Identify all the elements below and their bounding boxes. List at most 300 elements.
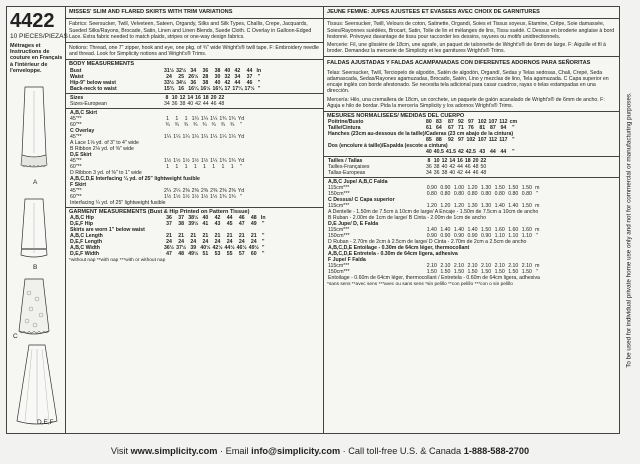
cell-value: 8 bbox=[427, 158, 431, 165]
cell-value: 0.80 bbox=[508, 191, 519, 198]
cell-value: 42 bbox=[458, 149, 464, 156]
cell-value: 2.10 bbox=[467, 263, 478, 270]
cell-value: 1.50 bbox=[440, 269, 451, 276]
cell-value: 36 bbox=[190, 79, 197, 86]
cell-value: 1½ bbox=[191, 157, 199, 164]
cell-value: 1½ bbox=[173, 193, 181, 200]
row-label: C Dessus/ C Capa superior bbox=[328, 197, 395, 204]
size-cell: 46 bbox=[210, 100, 217, 107]
cell-value: 1.50 bbox=[481, 227, 492, 234]
row-label: 45"** bbox=[70, 187, 82, 194]
cell-value: 1½ bbox=[164, 193, 172, 200]
cell-value: " bbox=[536, 233, 539, 240]
cell-value: 37 bbox=[178, 215, 185, 222]
cell-value: 1.10 bbox=[494, 233, 505, 240]
cell-value: In bbox=[256, 67, 262, 74]
cell-value: 21 bbox=[190, 233, 197, 240]
cell-value: 0.90 bbox=[426, 185, 437, 192]
cell-value: 0.90 bbox=[440, 233, 451, 240]
cell-value: 94 bbox=[500, 125, 507, 132]
cell-value: ¾ bbox=[165, 121, 170, 128]
cell-value: 46 bbox=[464, 164, 471, 171]
row-label: A,B,C Jupe/ A,B,C Falda bbox=[328, 179, 388, 186]
cell-value: 44 bbox=[500, 149, 507, 156]
cell-value: " bbox=[240, 193, 242, 200]
cell-value: " bbox=[536, 191, 539, 198]
cell-value: 42 bbox=[214, 215, 221, 222]
cell-value: 1¾ bbox=[219, 157, 227, 164]
cell-value: 1.50 bbox=[467, 269, 478, 276]
cell-value: 16¼ bbox=[188, 85, 199, 92]
cell-value: 17½ bbox=[244, 85, 255, 92]
cell-value: 61 bbox=[426, 125, 432, 132]
cell-value: 1½ bbox=[191, 193, 199, 200]
interfacing-row bbox=[69, 200, 245, 206]
cell-value: 2⅜ bbox=[191, 187, 199, 194]
cell-value: 1 bbox=[193, 163, 197, 170]
pieces-count: 10 PIECES/PIEZAS bbox=[10, 33, 68, 40]
cell-value: 34½ bbox=[176, 79, 187, 86]
cell-value: 43 bbox=[214, 221, 221, 228]
cell-value: 2.10 bbox=[453, 263, 464, 270]
cell-value: 1.50 bbox=[426, 269, 437, 276]
cell-value: 2.10 bbox=[481, 263, 492, 270]
cell-value: 1½ bbox=[210, 193, 218, 200]
cell-value: 38 bbox=[433, 164, 440, 171]
cell-value: 47 bbox=[166, 251, 172, 258]
cell-value: 88 bbox=[435, 137, 442, 144]
cell-value: 46 bbox=[238, 215, 245, 222]
cell-value: " bbox=[261, 251, 265, 258]
cell-value: 40 bbox=[202, 215, 209, 222]
french-title: JEUNE FEMME: JUPES AJUSTEES ET EVASEES AVEC CHOIX DE GARNITURES bbox=[327, 9, 540, 15]
cell-value: " bbox=[261, 239, 265, 246]
cell-value: 40 bbox=[426, 149, 432, 156]
row-label: D,E,F Hip bbox=[70, 221, 94, 228]
cell-value: 22 bbox=[480, 158, 487, 165]
cell-value: 1¼ bbox=[164, 133, 172, 140]
fig-label-a: A bbox=[33, 179, 38, 186]
cell-value: 60 bbox=[250, 251, 257, 258]
cell-value: 2.10 bbox=[494, 263, 505, 270]
website-link[interactable]: www.simplicity.com bbox=[130, 446, 218, 456]
cell-value: 24 bbox=[238, 239, 245, 246]
cell-value: 1 bbox=[184, 115, 188, 122]
row-label: D Ruban - 2.70m de 2cm à 2.5cm de large/ D Cinta - 2.70m de 2cm a 2.5cm de ancho bbox=[328, 239, 527, 246]
cell-value: 117 bbox=[499, 137, 508, 144]
cell-value: 0.80 bbox=[426, 191, 437, 198]
cell-value: 15¾ bbox=[164, 85, 175, 92]
phone-label: · Call toll-free U.S. & Canada bbox=[342, 446, 462, 456]
cell-value: 1¾ bbox=[228, 115, 236, 122]
cell-value: 1.50 bbox=[494, 269, 505, 276]
size-cell: 42 bbox=[195, 100, 201, 107]
row-label: 150cm*** bbox=[328, 191, 350, 198]
cell-value: 49 bbox=[250, 221, 257, 228]
size-cell: 38 bbox=[179, 100, 186, 107]
cell-value: 43 bbox=[479, 149, 486, 156]
cell-value: 102 bbox=[477, 119, 487, 126]
cell-value: 1¼ bbox=[210, 157, 218, 164]
size-cell: 20 bbox=[210, 94, 217, 101]
row-label: 115cm*** bbox=[328, 203, 350, 210]
cell-value: 1.60 bbox=[521, 227, 532, 234]
cell-value: 1½ bbox=[164, 157, 172, 164]
row-label: C Overlay bbox=[70, 127, 95, 134]
cell-value: " bbox=[261, 233, 265, 240]
cell-value: " bbox=[536, 269, 539, 276]
cell-value: 1½ bbox=[182, 157, 190, 164]
cell-value: ¾ bbox=[183, 121, 189, 128]
cell-value: 2.10 bbox=[426, 263, 437, 270]
cell-value: 39½ bbox=[188, 221, 199, 228]
cell-value: 1.50 bbox=[521, 185, 532, 192]
cell-value: 31½ bbox=[164, 67, 175, 74]
cell-value: 40 bbox=[449, 170, 456, 177]
cell-value: 24 bbox=[178, 239, 185, 246]
garment-measurements-header: GARMENT MEASUREMENTS (Bust & Hip Printed on Pattern Tissue) bbox=[69, 208, 250, 215]
cell-value: 0.90 bbox=[467, 233, 478, 240]
cell-value: 1 bbox=[203, 163, 206, 170]
cell-value: " bbox=[240, 121, 242, 128]
cell-value: Yd bbox=[237, 115, 245, 122]
cell-value: 1.30 bbox=[467, 203, 478, 210]
cell-value: 0.90 bbox=[440, 185, 451, 192]
cell-value: 16½ bbox=[200, 85, 211, 92]
cell-value: 2⅜ bbox=[200, 187, 209, 194]
cell-value: 38 bbox=[441, 170, 448, 177]
cell-value: 2¼ bbox=[173, 187, 181, 194]
cell-value: 1¾ bbox=[219, 193, 227, 200]
cell-value: 1½ bbox=[200, 193, 209, 200]
cell-value: 44 bbox=[457, 164, 463, 171]
row-label: Hip-9" below waist bbox=[70, 79, 116, 86]
cell-value: 33½ bbox=[164, 79, 175, 86]
cell-value: 24 bbox=[190, 239, 197, 246]
mesure-row bbox=[327, 149, 518, 155]
cell-value: 21 bbox=[226, 233, 233, 240]
cell-value: 34 bbox=[190, 67, 197, 74]
fabrics-text: Fabrics: Seersucker, Twill, Velveteen, Sateen, Organdy, Silks and Silk Types, Challis, Crepe, Jacquards, Sueded Silks/Rayons, Brocade, Satin, Linen and Linen Blends, Suede Cloth. C Overlay in Galloon-Edged Lace. Extra fabric needed to match plaids, stripes or one-way design fabrics. bbox=[69, 21, 312, 40]
cell-value: 0.80 bbox=[521, 191, 532, 198]
skirt-def-illustration bbox=[13, 343, 61, 427]
sens-footnote: *sans sens **avec sens ***avec ou sans sens *sin pelillo **con pelillo ***con o sin pelillo bbox=[327, 282, 513, 288]
cell-value: 40 bbox=[224, 67, 231, 74]
size-cell: 12 bbox=[179, 94, 186, 101]
row-label: D,E Skirt bbox=[70, 151, 92, 158]
yardage-table bbox=[69, 110, 245, 206]
cell-value: 34 bbox=[426, 170, 432, 177]
cell-value: 42½ bbox=[212, 245, 223, 252]
cell-value: 1 bbox=[175, 163, 179, 170]
cell-value: 1.50 bbox=[481, 269, 492, 276]
cell-value: 0.80 bbox=[494, 191, 505, 198]
cell-value: 24 bbox=[250, 239, 257, 246]
cell-value: 1¼ bbox=[191, 115, 199, 122]
cell-value: 0.90 bbox=[481, 233, 492, 240]
row-label: 150cm*** bbox=[328, 269, 350, 276]
row-label: A,B,C,D,E Entoilage - 0.30m de 64cm léger, thermocollant bbox=[328, 245, 470, 252]
cell-value: 37½ bbox=[176, 245, 187, 252]
cell-value: 28 bbox=[202, 73, 209, 80]
row-label: Dos (encolure à taille)/Espalda (escote a cintura) bbox=[328, 143, 448, 150]
cell-value: 112 bbox=[488, 137, 498, 144]
cell-value: 76 bbox=[467, 125, 474, 132]
cell-value: 1.30 bbox=[481, 185, 492, 192]
cell-value: 51 bbox=[202, 251, 209, 258]
cell-value: " bbox=[261, 221, 265, 228]
row-label: 45"** bbox=[70, 157, 82, 164]
cell-value: 67 bbox=[448, 125, 454, 132]
cell-value: Yd bbox=[237, 157, 245, 164]
body-measurements-table bbox=[69, 68, 262, 92]
cell-value: 44 bbox=[234, 79, 241, 86]
cell-value: 32½ bbox=[176, 67, 187, 74]
row-label: B Ribbon 2⅛ yd. of ⅜" wide bbox=[70, 145, 134, 152]
cell-value: 1.10 bbox=[508, 233, 519, 240]
cell-value: 46½ bbox=[236, 245, 247, 252]
cell-value: " bbox=[512, 125, 515, 132]
content-frame bbox=[6, 6, 620, 434]
cell-value: 97 bbox=[467, 119, 474, 126]
row-label: Tallas-Europeas bbox=[328, 170, 366, 177]
cell-value: 24 bbox=[166, 239, 172, 246]
cell-value: 53 bbox=[214, 251, 221, 258]
cell-value: 40.5 bbox=[433, 149, 444, 156]
phone-number: 1-888-588-2700 bbox=[463, 446, 530, 456]
cell-value: 1¾ bbox=[228, 157, 236, 164]
row-label: D,E,F Width bbox=[70, 251, 100, 258]
cell-value: 0.90 bbox=[426, 233, 437, 240]
cell-value: 36 bbox=[426, 164, 432, 171]
cell-value: 1¾ bbox=[228, 193, 236, 200]
row-label: D,E Jupe/ D, E Falda bbox=[328, 221, 379, 228]
cell-value: 30 bbox=[214, 73, 221, 80]
cell-value: 48 bbox=[480, 170, 487, 177]
cell-value: 2.10 bbox=[521, 263, 532, 270]
sizes-table bbox=[69, 95, 225, 107]
cell-value: 1¼ bbox=[191, 133, 199, 140]
cell-value: 14 bbox=[449, 158, 456, 165]
cell-value: 16 bbox=[178, 85, 185, 92]
merceria-text: Mercería: Hilo, una cremallera de 18cm, un corchete, un paquete de galón acanalado de Wright's® de 6mm de ancho. F: Aguja e hilo de bordar. Pida la mercería Simplicity y los adornos Wright's® Trims. bbox=[327, 96, 605, 109]
row-label: B Ruban - 2.00m de 1cm de large/ B Cinta - 2.00m de 1cm de ancho bbox=[328, 215, 487, 222]
row-label: D Ribbon 3 yd. of ⅜" to 1" wide bbox=[70, 169, 142, 176]
cell-value: 1¼ bbox=[210, 115, 218, 122]
cell-value: 1¼ bbox=[200, 133, 209, 140]
cell-value: 1¼ bbox=[210, 133, 218, 140]
cell-value: 87 bbox=[489, 125, 496, 132]
cell-value: 0.80 bbox=[467, 191, 478, 198]
row-label: 150cm*** bbox=[328, 233, 350, 240]
cell-value: 1¼ bbox=[228, 133, 236, 140]
cell-value: 55 bbox=[226, 251, 233, 258]
cell-value: 41.5 bbox=[445, 149, 456, 156]
cell-value: 1.00 bbox=[453, 185, 464, 192]
body-measurement-row bbox=[69, 86, 262, 92]
cell-value: 1.50 bbox=[521, 269, 532, 276]
cell-value: 0.80 bbox=[440, 191, 451, 198]
size-cell: 34 bbox=[164, 100, 170, 107]
row-label: A,B,C Width bbox=[70, 245, 100, 252]
cell-value: 24 bbox=[202, 239, 209, 246]
cell-value: m bbox=[535, 185, 540, 192]
cell-value: 1 bbox=[221, 163, 225, 170]
left-column bbox=[7, 7, 66, 433]
cell-value: 12 bbox=[441, 158, 448, 165]
skirt-a-illustration bbox=[17, 85, 51, 175]
cell-value: ¾ bbox=[229, 121, 235, 128]
row-label: Tailles-Françaises bbox=[328, 164, 370, 171]
row-label: Taille/Cintura bbox=[328, 125, 361, 132]
cell-value: 16 bbox=[457, 158, 463, 165]
cell-value: 87 bbox=[448, 119, 454, 126]
row-label: 115cm*** bbox=[328, 227, 350, 234]
cell-value: 17 bbox=[224, 85, 231, 92]
cell-value: " bbox=[261, 245, 265, 252]
cell-value: 39 bbox=[190, 245, 197, 252]
cell-value: 1½ bbox=[182, 193, 190, 200]
row-label: F Jupe/ F Falda bbox=[328, 257, 366, 264]
row-label: A,B,C Length bbox=[70, 233, 103, 240]
row-label: D,E,F Length bbox=[70, 239, 102, 246]
cell-value: 1.40 bbox=[508, 203, 519, 210]
cell-value: 49½ bbox=[248, 245, 259, 252]
cell-value: 21 bbox=[202, 233, 209, 240]
cell-value: 1¼ bbox=[219, 133, 227, 140]
cell-value: 1.20 bbox=[467, 185, 478, 192]
cell-value: 36 bbox=[433, 170, 440, 177]
metrage-table bbox=[327, 179, 541, 281]
cell-value: 85 bbox=[426, 137, 432, 144]
row-label: 60"** bbox=[70, 163, 82, 170]
cell-value: 37 bbox=[166, 221, 172, 228]
row-label: 60"** bbox=[70, 121, 82, 128]
cell-value: 21 bbox=[238, 233, 245, 240]
cell-value: 42.5 bbox=[465, 149, 476, 156]
skirt-b-illustration bbox=[16, 197, 52, 261]
cell-value: 57 bbox=[238, 251, 245, 258]
cell-value: 41 bbox=[202, 221, 209, 228]
cell-value: 1.40 bbox=[494, 203, 505, 210]
size-cell: 40 bbox=[187, 100, 194, 107]
cell-value: 1 bbox=[175, 115, 179, 122]
size-cell: 36 bbox=[171, 100, 178, 107]
cell-value: 1.40 bbox=[426, 227, 437, 234]
row-label: A,B,C Skirt bbox=[70, 109, 98, 116]
row-label: Tailles / Tallas bbox=[328, 158, 363, 165]
cell-value: 1.50 bbox=[494, 185, 505, 192]
row-label: A,B,C Hip bbox=[70, 215, 94, 222]
cell-value: 2.10 bbox=[508, 263, 519, 270]
size-cell: 16 bbox=[195, 94, 201, 101]
cell-value: 45 bbox=[226, 221, 233, 228]
cell-value: 38 bbox=[178, 221, 185, 228]
cell-value: 38½ bbox=[188, 215, 199, 222]
email-link[interactable]: info@simplicity.com bbox=[251, 446, 341, 456]
cell-value: 38 bbox=[202, 79, 209, 86]
cell-value: 71 bbox=[458, 125, 464, 132]
cell-value: 0.90 bbox=[453, 233, 464, 240]
cell-value: 48 bbox=[250, 215, 257, 222]
cell-value: 48 bbox=[472, 164, 479, 171]
cell-value: 47 bbox=[238, 221, 245, 228]
cell-value: 50 bbox=[480, 164, 487, 171]
cell-value: 24 bbox=[226, 239, 233, 246]
cell-value: 17¼ bbox=[232, 85, 243, 92]
cell-value: ¾ bbox=[174, 121, 179, 128]
cell-value: 2⅜ bbox=[228, 187, 236, 194]
telas-text: Telas: Seersucker, Twill, Terciopelo de algodón, Satén de algodón, Organdí, Sedas y Telas sedosas, Chali, Crepé, Seda adamascada, Sedas/Rayones agamuzadas, Brocado, Satén, Lino y mezclas de lino, Tela agamuzada. C Capa superior en encaje inglés con borde afestonado. Se necesita tela adicional para casar cuadros, rayas o telas estampadas en una dirección. bbox=[327, 69, 609, 95]
pattern-number: 4422 bbox=[10, 10, 55, 32]
sizes-label: Sizes bbox=[70, 94, 84, 101]
cell-value: ¾ bbox=[211, 121, 216, 128]
row-label: 115cm*** bbox=[328, 263, 350, 270]
cell-value: 1¼ bbox=[173, 133, 181, 140]
cell-value: 2⅜ bbox=[182, 187, 190, 194]
cell-value: 83 bbox=[435, 119, 442, 126]
cell-value: 107 bbox=[477, 137, 487, 144]
usage-restriction-text: To be used for individual private home use only and not for commercial or manufacturing purposes. bbox=[625, 92, 633, 368]
cell-value: 40 bbox=[441, 164, 448, 171]
cell-value: 20 bbox=[472, 158, 479, 165]
mesures-header: MESURES NORMALISEES/ MEDIDAS DEL CUERPO bbox=[327, 113, 465, 120]
row-label: Hanches (23cm au-dessous de la taille)/Caderas (23 cm abajo de la cintura) bbox=[328, 131, 514, 138]
cell-value: 1¼ bbox=[182, 133, 190, 140]
email-label: · Email bbox=[220, 446, 249, 456]
cell-value: 1 bbox=[166, 163, 170, 170]
cell-value: " bbox=[257, 79, 261, 86]
cell-value: 49½ bbox=[188, 251, 199, 258]
cell-value: 0.80 bbox=[481, 191, 492, 198]
size-cell: 44 bbox=[202, 100, 209, 107]
tallas-eu-row bbox=[327, 170, 487, 176]
cell-value: 40½ bbox=[200, 245, 211, 252]
notions-text: Notions: Thread, one 7" zipper, hook and eye, one pkg. of ¾" wide Wright's® twill tape. F: Embroidery needle and thread. Look for Simplicity notions and Wright's® Trims. bbox=[69, 45, 319, 58]
cell-value: 112 bbox=[499, 119, 508, 126]
cell-value: 1.40 bbox=[467, 227, 478, 234]
row-label: A,B,C,D,E Entretela - 0.30m de 64cm ligera, adhesiva bbox=[328, 251, 458, 258]
size-cell: 22 bbox=[218, 94, 225, 101]
cell-value: 102 bbox=[466, 137, 476, 144]
cell-value: 24 bbox=[166, 73, 172, 80]
cell-value: 21 bbox=[250, 233, 257, 240]
cell-value: 24 bbox=[214, 239, 221, 246]
cell-value: 2.10 bbox=[440, 263, 451, 270]
size-cell: 14 bbox=[187, 94, 194, 101]
cell-value: m bbox=[535, 203, 540, 210]
cell-value: 2⅜ bbox=[210, 187, 218, 194]
row-label: Skirts are worn 1" below waist bbox=[70, 227, 145, 234]
cell-value: 1.40 bbox=[453, 227, 464, 234]
cell-value: 21 bbox=[178, 233, 185, 240]
cell-value: 32 bbox=[224, 73, 231, 80]
row-label: Back-neck to waist bbox=[70, 85, 117, 92]
row-label: Waist bbox=[70, 73, 84, 80]
cell-value: 1.20 bbox=[426, 203, 437, 210]
cell-value: 107 bbox=[488, 119, 498, 126]
cell-value: 48 bbox=[178, 251, 185, 258]
cell-value: 10 bbox=[433, 158, 440, 165]
cell-value: 18 bbox=[464, 158, 471, 165]
cell-value: 92 bbox=[448, 137, 454, 144]
cell-value: 1½ bbox=[200, 157, 209, 164]
cell-value: 1.50 bbox=[508, 269, 519, 276]
cell-value: 81 bbox=[479, 125, 486, 132]
cell-value: ¾ bbox=[202, 121, 207, 128]
garment-measurements-table bbox=[69, 215, 267, 257]
cell-value: 44 bbox=[489, 149, 496, 156]
